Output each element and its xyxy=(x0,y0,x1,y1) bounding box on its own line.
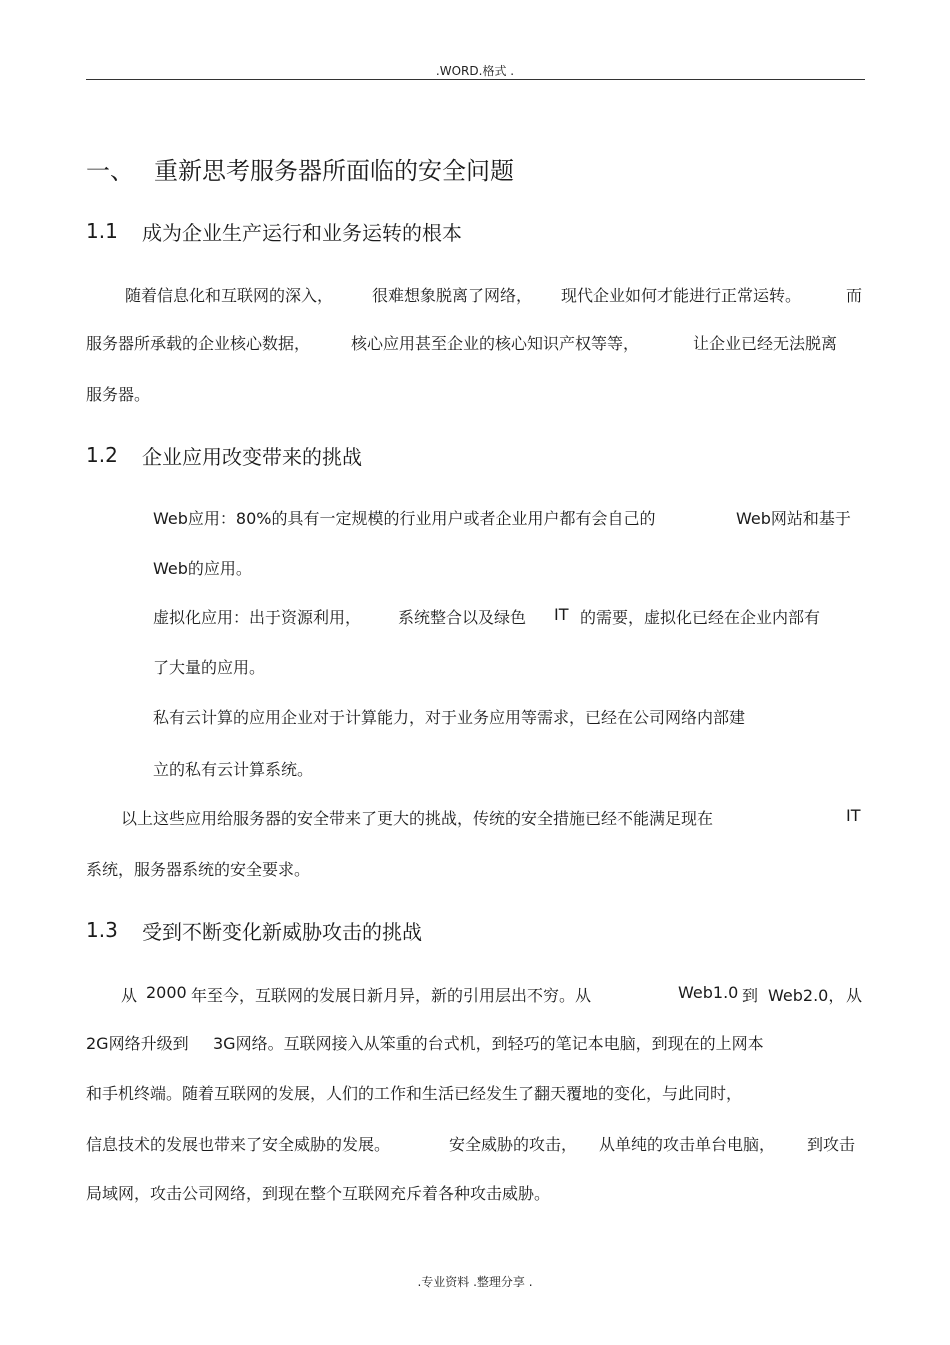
text-line: 很难想象脱离了网络， xyxy=(372,286,533,305)
subsection-title: 企业应用改变带来的挑战 xyxy=(142,445,362,469)
text-line: 局域网，攻击公司网络，到现在整个互联网充斥着各种攻击威胁。 xyxy=(86,1184,551,1203)
text-line: 随着信息化和互联网的深入， xyxy=(125,286,334,305)
text-line: 核心应用甚至企业的核心知识产权等等， xyxy=(351,334,640,353)
text-line: 和手机终端。随着互联网的发展，人们的工作和生活已经发生了翻天覆地的变化，与此同时， xyxy=(86,1084,743,1103)
text-line: 现代企业如何才能进行正常运转。 xyxy=(561,286,802,305)
text-line: 信息技术的发展也带来了安全威胁的发展。 xyxy=(86,1135,391,1154)
subsection-title: 成为企业生产运行和业务运转的根本 xyxy=(142,221,462,245)
text-line: IT xyxy=(846,806,861,825)
page-footer: .专业资料 .整理分享 . xyxy=(417,1275,533,1289)
text-line: 从 xyxy=(846,986,863,1005)
text-line: 从 xyxy=(121,986,138,1005)
text-line: Web应用：80%的具有一定规模的行业用户或者企业用户都有会自己的 xyxy=(153,509,656,528)
text-line: 到攻击 xyxy=(807,1135,856,1154)
text-line: 服务器。 xyxy=(86,385,151,404)
text-line: 虚拟化应用：出于资源利用， xyxy=(153,608,362,627)
text-line: 系统整合以及绿色 xyxy=(398,608,527,627)
text-line: 而 xyxy=(846,286,863,305)
header-rule xyxy=(86,79,865,80)
text-line: 安全威胁的攻击， xyxy=(449,1135,578,1154)
subsection-title: 受到不断变化新威胁攻击的挑战 xyxy=(142,920,422,944)
text-line: Web网站和基于 xyxy=(736,509,851,528)
text-line: 立的私有云计算系统。 xyxy=(153,760,314,779)
text-line: 2000 xyxy=(146,983,187,1002)
text-line: IT xyxy=(554,605,569,624)
text-line: Web2.0， xyxy=(768,986,845,1005)
section-title: 重新思考服务器所面临的安全问题 xyxy=(154,157,514,185)
text-line: 3G网络。互联网接入从笨重的台式机，到轻巧的笔记本电脑，到现在的上网本 xyxy=(213,1034,764,1053)
text-line: 了大量的应用。 xyxy=(153,658,266,677)
text-line: Web的应用。 xyxy=(153,559,252,578)
text-line: 让企业已经无法脱离 xyxy=(693,334,838,353)
text-line: 2G网络升级到 xyxy=(86,1034,189,1053)
text-line: 私有云计算的应用企业对于计算能力，对于业务应用等需求，已经在公司网络内部建 xyxy=(153,708,746,727)
text-line: 服务器所承载的企业核心数据， xyxy=(86,334,311,353)
text-line: 年至今，互联网的发展日新月异，新的引用层出不穷。从 xyxy=(191,986,592,1005)
text-line: 到 xyxy=(742,986,759,1005)
subsection-number: 1.1 xyxy=(86,219,118,243)
text-line: Web1.0 xyxy=(678,983,739,1002)
subsection-number: 1.2 xyxy=(86,443,118,467)
page-header: .WORD.格式 . xyxy=(435,64,515,78)
subsection-number: 1.3 xyxy=(86,918,118,942)
text-line: 从单纯的攻击单台电脑， xyxy=(599,1135,776,1154)
text-line: 以上这些应用给服务器的安全带来了更大的挑战，传统的安全措施已经不能满足现在 xyxy=(121,809,714,828)
text-line: 的需要，虚拟化已经在企业内部有 xyxy=(580,608,821,627)
section-number: 一、 xyxy=(86,157,134,185)
text-line: 系统，服务器系统的安全要求。 xyxy=(86,860,311,879)
